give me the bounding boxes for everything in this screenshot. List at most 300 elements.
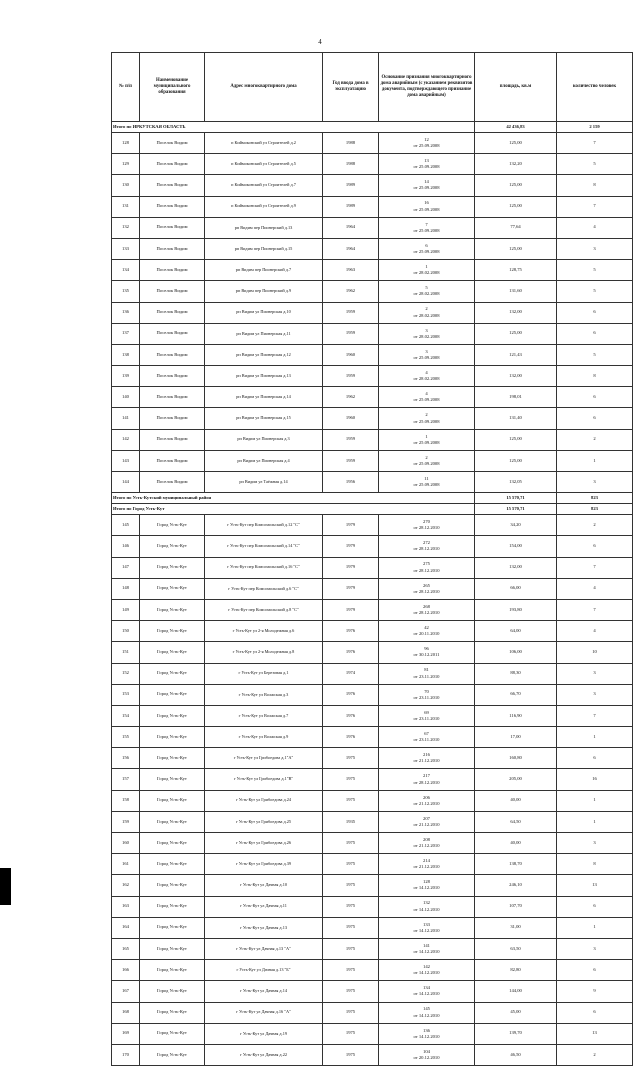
area-cell: 144,00 [475,981,557,1002]
people-cell: 4 [557,578,633,599]
people-cell: 3 [557,938,633,959]
total-label: Итого по Город Усть-Кут [112,504,475,515]
table-row [112,133,633,154]
address-cell: п Киймоконский ул Строителей д.9 [205,196,323,217]
people-cell: 7 [557,705,633,726]
header-basis: Основание признания многоквартирного дома аварийным (с указанием реквизитов документа, подтверждающего признание дома аварийным) [379,53,475,122]
address-cell: г Усть-Кут ул Грибоедова д.24 [205,790,323,811]
doc-number: 104 [423,1048,430,1054]
table-row [112,642,633,663]
municipality-cell: Поселок Видим [140,260,205,281]
people-cell: 6 [557,536,633,557]
address-cell: г Усть-Кут пер Комсомольский д.8 "С" [205,599,323,620]
people-cell: 7 [557,133,633,154]
doc-date: от 21.12.2010 [413,800,440,806]
basis-cell [379,917,475,938]
municipality-cell: Город Усть-Кут [140,705,205,726]
year-cell: 1975 [323,854,379,875]
people-cell: 6 [557,387,633,408]
row-number: 168 [112,1002,140,1023]
year-cell: 1989 [323,175,379,196]
doc-number: 5 [425,285,428,291]
year-cell: 1975 [323,1044,379,1065]
area-cell: 125,00 [475,175,557,196]
year-cell: 1975 [323,1023,379,1044]
doc-date: от 20.12.2010 [413,1054,440,1060]
row-number: 169 [112,1023,140,1044]
table-row [112,302,633,323]
area-cell: 63,50 [475,938,557,959]
emergency-housing-table [111,52,633,1066]
area-cell: 40,00 [475,833,557,854]
year-cell: 1964 [323,238,379,259]
year-cell: 1975 [323,833,379,854]
doc-number: 145 [423,1006,430,1012]
row-number: 133 [112,238,140,259]
basis-cell [379,578,475,599]
area-cell: 128,75 [475,260,557,281]
row-number: 162 [112,875,140,896]
row-number: 129 [112,154,140,175]
row-number: 139 [112,366,140,387]
area-cell: 66,70 [475,684,557,705]
table-row [112,705,633,726]
year-cell: 1988 [323,133,379,154]
table-row [112,260,633,281]
row-number: 145 [112,515,140,536]
people-cell: 7 [557,557,633,578]
basis-cell [379,854,475,875]
year-cell: 1960 [323,344,379,365]
doc-number: 265 [423,582,430,588]
municipality-cell: Город Усть-Кут [140,960,205,981]
people-cell: 3 [557,238,633,259]
doc-date: от 28.02.2008 [413,312,440,318]
area-cell: 125,00 [475,450,557,471]
doc-date: от 25.09.2008 [413,206,440,212]
table-row [112,472,633,493]
area-cell: 132,00 [475,557,557,578]
people-cell: 8 [557,175,633,196]
row-number: 155 [112,727,140,748]
municipality-cell: Поселок Видим [140,302,205,323]
address-cell: г Усть-Кут ул Дачная д.13 [205,917,323,938]
doc-date: от 28.12.2010 [413,546,440,552]
address-cell: рп Видим ул Пионерская д.12 [205,344,323,365]
basis-cell [379,515,475,536]
people-cell: 4 [557,217,633,238]
address-cell: г Усть-Кут ул Грибоедова д.39 [205,854,323,875]
doc-number: 1 [425,264,428,270]
doc-number: 136 [423,1027,430,1033]
address-cell: п Киймоконский ул Строителей д.2 [205,133,323,154]
doc-number: 134 [423,985,430,991]
municipality-cell: Город Усть-Кут [140,727,205,748]
people-cell: 8 [557,854,633,875]
basis-cell [379,684,475,705]
total-area: 15 570,71 [475,504,557,515]
address-cell: рп Видим пер Пионерский д.13 [205,217,323,238]
doc-number: 132 [423,900,430,906]
row-number: 147 [112,557,140,578]
basis-cell [379,833,475,854]
basis-cell [379,1002,475,1023]
municipality-cell: Город Усть-Кут [140,896,205,917]
people-cell: 1 [557,450,633,471]
table-row [112,875,633,896]
address-cell: п Киймоконский ул Строителей д.5 [205,154,323,175]
doc-number: 2 [425,412,428,418]
basis-cell [379,896,475,917]
basis-cell [379,408,475,429]
area-cell: 40,00 [475,790,557,811]
table-row [112,515,633,536]
area-cell: 88,30 [475,663,557,684]
basis-cell [379,642,475,663]
area-cell: 34,20 [475,515,557,536]
doc-date: от 21.12.2010 [413,821,440,827]
year-cell: 1976 [323,727,379,748]
address-cell: г Усть-Кут ул Грибоедова д.25 [205,811,323,832]
basis-cell [379,175,475,196]
header-area: площадь, кв.м [475,53,557,122]
total-area: 15 570,71 [475,493,557,504]
doc-number: 133 [423,921,430,927]
municipality-cell: Город Усть-Кут [140,938,205,959]
municipality-cell: Город Усть-Кут [140,981,205,1002]
basis-cell [379,472,475,493]
basis-cell [379,154,475,175]
municipality-cell: Город Усть-Кут [140,684,205,705]
area-cell: 132,00 [475,302,557,323]
area-cell: 116,90 [475,705,557,726]
municipality-cell: Поселок Видим [140,408,205,429]
table-row [112,1002,633,1023]
table-row [112,854,633,875]
doc-date: от 14.12.2010 [413,906,440,912]
year-cell: 1962 [323,387,379,408]
doc-number: 208 [423,836,430,842]
area-cell: 17,00 [475,727,557,748]
row-number: 165 [112,938,140,959]
table-row [112,387,633,408]
basis-cell [379,450,475,471]
doc-date: от 25.09.2008 [413,354,440,360]
year-cell: 1976 [323,621,379,642]
basis-cell [379,727,475,748]
table-row [112,599,633,620]
table-row [112,557,633,578]
row-number: 141 [112,408,140,429]
row-number: 142 [112,429,140,450]
basis-cell [379,960,475,981]
row-number: 166 [112,960,140,981]
total-people: 823 [557,493,633,504]
municipality-cell: Город Усть-Кут [140,663,205,684]
municipality-cell: Поселок Видим [140,217,205,238]
doc-date: от 14.12.2010 [413,949,440,955]
doc-number: 6 [425,242,428,248]
people-cell: 2 [557,429,633,450]
municipality-cell: Поселок Видим [140,344,205,365]
year-cell: 1975 [323,981,379,1002]
doc-date: от 20.11.2010 [413,631,440,637]
table-row [112,1023,633,1044]
people-cell: 6 [557,1002,633,1023]
doc-date: от 25.09.2008 [413,249,440,255]
year-cell: 1975 [323,790,379,811]
row-number: 138 [112,344,140,365]
address-cell: г Усть-Кут ул Дачная д.11 [205,896,323,917]
basis-cell [379,238,475,259]
people-cell: 9 [557,981,633,1002]
year-cell: 1959 [323,450,379,471]
municipality-cell: Поселок Видим [140,238,205,259]
address-cell: рп Видим ул Пионерская д.15 [205,408,323,429]
address-cell: г Усть-Кут ул Березовая д.1 [205,663,323,684]
doc-number: 4 [425,369,428,375]
basis-cell [379,323,475,344]
area-cell: 125,00 [475,196,557,217]
table-row [112,217,633,238]
people-cell: 5 [557,260,633,281]
row-number: 149 [112,599,140,620]
table-row [112,811,633,832]
table-row [112,684,633,705]
municipality-cell: Поселок Видим [140,366,205,387]
people-cell: 3 [557,663,633,684]
year-cell: 1976 [323,705,379,726]
municipality-cell: Поселок Видим [140,323,205,344]
table-row [112,621,633,642]
area-cell: 82,80 [475,960,557,981]
basis-cell [379,302,475,323]
address-cell: рп Видим ул Пионерская д.10 [205,302,323,323]
row-number: 140 [112,387,140,408]
municipality-cell: Город Усть-Кут [140,811,205,832]
row-number: 163 [112,896,140,917]
year-cell: 1975 [323,938,379,959]
total-row-city [112,504,633,515]
address-cell: г Усть-Кут ул Дачная д.13 "А" [205,938,323,959]
municipality-cell: Город Усть-Кут [140,621,205,642]
doc-number: 67 [424,730,429,736]
total-people: 823 [557,504,633,515]
basis-cell [379,536,475,557]
row-number: 135 [112,281,140,302]
people-cell: 13 [557,1023,633,1044]
year-cell: 1979 [323,557,379,578]
doc-number: 14 [424,179,429,185]
table-row [112,323,633,344]
doc-date: от 25.09.2008 [413,185,440,191]
people-cell: 4 [557,621,633,642]
people-cell: 6 [557,960,633,981]
area-cell: 46,50 [475,1044,557,1065]
basis-cell [379,748,475,769]
year-cell: 1989 [323,196,379,217]
year-cell: 1979 [323,578,379,599]
address-cell: г Усть-Кут ул 2-я Молодежная д.6 [205,621,323,642]
area-cell: 125,00 [475,323,557,344]
area-cell: 66,00 [475,578,557,599]
table-row [112,981,633,1002]
header-municipality: Наименование муниципального образования [140,53,205,122]
row-number: 150 [112,621,140,642]
table-row [112,790,633,811]
basis-cell [379,387,475,408]
doc-number: 141 [423,942,430,948]
doc-date: от 21.12.2010 [413,864,440,870]
area-cell: 125,00 [475,238,557,259]
row-number: 137 [112,323,140,344]
year-cell: 1979 [323,515,379,536]
people-cell: 2 [557,515,633,536]
table-row [112,408,633,429]
doc-date: от 14.12.2010 [413,927,440,933]
area-cell: 193,80 [475,599,557,620]
doc-date: от 28.02.2008 [413,270,440,276]
area-cell: 198,01 [475,387,557,408]
row-number: 144 [112,472,140,493]
table-row [112,663,633,684]
doc-number: 1 [425,433,428,439]
address-cell: рп Видим ул Таёжная д.14 [205,472,323,493]
area-cell: 246,10 [475,875,557,896]
municipality-cell: Поселок Видим [140,450,205,471]
row-number: 131 [112,196,140,217]
year-cell: 1974 [323,663,379,684]
doc-number: 2 [425,454,428,460]
basis-cell [379,196,475,217]
address-cell: рп Видим ул Пионерская д.11 [205,323,323,344]
doc-number: 268 [423,603,430,609]
row-number: 154 [112,705,140,726]
doc-date: от 25.09.2008 [413,439,440,445]
area-cell: 154,00 [475,536,557,557]
year-cell: 1975 [323,1002,379,1023]
area-cell: 64,00 [475,621,557,642]
doc-date: от 30.12.2011 [413,652,440,658]
row-number: 164 [112,917,140,938]
doc-number: 16 [424,200,429,206]
basis-cell [379,621,475,642]
basis-cell [379,366,475,387]
doc-date: от 23.11.2010 [413,673,440,679]
doc-date: от 28.12.2010 [413,567,440,573]
doc-date: от 25.09.2008 [413,397,440,403]
address-cell: г Усть-Кут пер Комсомольский д.12 "С" [205,515,323,536]
doc-number: 3 [425,348,428,354]
people-cell: 6 [557,323,633,344]
address-cell: рп Видим ул Пионерская д.4 [205,450,323,471]
doc-date: от 14.12.2010 [413,970,440,976]
area-cell: 131,60 [475,281,557,302]
people-cell: 6 [557,302,633,323]
header-num: № п/п [112,53,140,122]
basis-cell [379,1044,475,1065]
address-cell: г Усть-Кут ул Грибоедова д.26 [205,833,323,854]
basis-cell [379,281,475,302]
doc-number: 275 [423,561,430,567]
people-cell: 6 [557,896,633,917]
municipality-cell: Город Усть-Кут [140,557,205,578]
address-cell: рп Видим пер Пионерский д.15 [205,238,323,259]
doc-date: от 23.11.2010 [413,715,440,721]
header-address: Адрес многоквартирного дома [205,53,323,122]
total-label: Итого по Усть-Кутский муниципальный район [112,493,475,504]
year-cell: 1935 [323,811,379,832]
doc-number: 42 [424,625,429,631]
year-cell: 1976 [323,642,379,663]
doc-number: 70 [424,688,429,694]
people-cell: 5 [557,344,633,365]
doc-number: 270 [423,519,430,525]
area-cell: 205,00 [475,769,557,790]
area-cell: 138,70 [475,854,557,875]
address-cell: г Усть-Кут ул Волжская д.9 [205,727,323,748]
people-cell: 3 [557,833,633,854]
municipality-cell: Поселок Видим [140,196,205,217]
address-cell: г Усть-Кут ул Волжская д.7 [205,705,323,726]
doc-date: от 28.02.2008 [413,376,440,382]
address-cell: г Усть-Кут ул Грибоедова д.1"А" [205,748,323,769]
table-row [112,196,633,217]
basis-cell [379,1023,475,1044]
area-cell: 132,05 [475,472,557,493]
people-cell: 7 [557,196,633,217]
total-row-district [112,493,633,504]
basis-cell [379,344,475,365]
doc-date: от 14.12.2010 [413,1033,440,1039]
address-cell: г Усть-Кут пер Комсомольский д.6 "С" [205,578,323,599]
total-row-region [112,122,633,133]
table-row [112,344,633,365]
header-people: количество человек [557,53,633,122]
basis-cell [379,133,475,154]
year-cell: 1975 [323,748,379,769]
doc-date: от 14.12.2010 [413,1012,440,1018]
basis-cell [379,705,475,726]
doc-number: 7 [425,221,428,227]
doc-date: от 25.09.2008 [413,482,440,488]
address-cell: г Усть-Кут пер Комсомольский д.16 "С" [205,557,323,578]
year-cell: 1963 [323,260,379,281]
table-row [112,429,633,450]
area-cell: 132,20 [475,154,557,175]
table-row [112,960,633,981]
year-cell: 1959 [323,366,379,387]
municipality-cell: Город Усть-Кут [140,642,205,663]
total-area: 42 436,83 [475,122,557,133]
year-cell: 1979 [323,536,379,557]
group-vidim-rows [112,133,633,493]
basis-cell [379,981,475,1002]
people-cell: 10 [557,642,633,663]
basis-cell [379,769,475,790]
area-cell: 106,00 [475,642,557,663]
address-cell: г Усть-Кут ул Дачная д.13 "Б" [205,960,323,981]
people-cell: 6 [557,408,633,429]
municipality-cell: Поселок Видим [140,281,205,302]
municipality-cell: Поселок Видим [140,175,205,196]
address-cell: г Усть-Кут ул Дачная д.19 [205,1023,323,1044]
table-row [112,281,633,302]
table-row [112,833,633,854]
doc-date: от 23.11.2010 [413,694,440,700]
row-number: 134 [112,260,140,281]
municipality-cell: Город Усть-Кут [140,917,205,938]
